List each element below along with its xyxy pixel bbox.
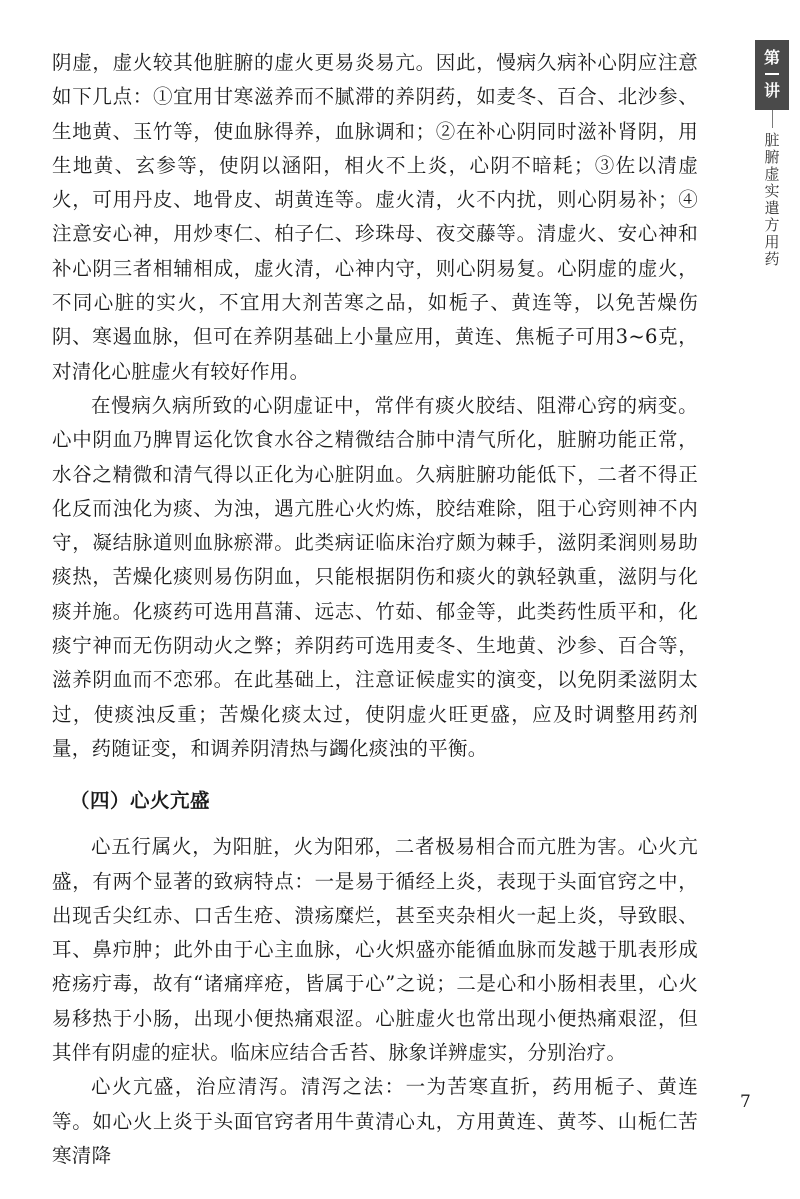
paragraph-2: 在慢病久病所致的心阴虚证中，常伴有痰火胶结、阻滞心窍的病变。心中阴血乃脾胃运化饮食水谷之精微结合肺中清气所化，脏腑功能正常，水谷之精微和清气得以正化为心脏阴血。久病脏腑功能低下，二者不得正化反而浊化为痰、为浊，遇亢胜心火灼炼，胶结难除，阻于心窍则神不内守，凝结脉道则血脉瘀滞。此类病证临床治疗颇为棘手，滋阴柔润则易助痰热，苦燥化痰则易伤阴血，只能根据阴伤和痰火的孰轻孰重，滋阴与化痰并施。化痰药可选用菖蒲、远志、竹茹、郁金等，此类药性质平和，化痰宁神而无伤阴动火之弊；养阴药可选用麦冬、生地黄、沙参、百合等，滋养阴血而不恋邪。在此基础上，注意证候虚实的演变，以免阴柔滋阴太过，使痰浊反重；苦燥化痰太过，使阴虚火旺更盛，应及时调整用药剂量，药随证变，和调养阴清热与蠲化痰浊的平衡。 [52,393,698,760]
page-number: 7 [740,1092,751,1112]
paragraph-4: 心火亢盛，治应清泻。清泻之法：一为苦寒直折，药用栀子、黄连等。如心火上炎于头面官窍者用牛黄清心丸，方用黄连、黄芩、山栀仁苦寒清降 [52,1075,698,1167]
paragraph-1: 阴虚，虚火较其他脏腑的虚火更易炎易亢。因此，慢病久病补心阴应注意如下几点：①宜用甘寒滋养而不腻滞的养阴药，如麦冬、百合、北沙参、生地黄、玉竹等，使血脉得养，血脉调和；②在补心阴同时滋补肾阴，用生地黄、玄参等，使阴以涵阳，相火不上炎，心阴不暗耗；③佐以清虚火，可用丹皮、地骨皮、胡黄连等。虚火清，火不内扰，则心阴易补；④注意安心神，用炒枣仁、柏子仁、珍珠母、夜交藤等。清虚火、安心神和补心阴三者相辅相成，虚火清，心神内守，则心阴易复。心阴虚的虚火，不同心脏的实火，不宜用大剂苦寒之品，如栀子、黄连等，以免苦燥伤阴、寒遏血脉，但可在养阴基础上小量应用，黄连、焦栀子可用3~6克，对清化心脏虚火有较好作用。 [52,51,698,383]
lecture-char-2 [765,73,779,75]
page-body [52,46,698,1173]
lecture-label [755,40,789,110]
lecture-char-3: 讲 [763,81,780,100]
chapter-title: 脏腑虚实遣方用药 [762,132,781,268]
tab-divider [772,110,773,128]
paragraph-3: 心五行属火，为阳脏，火为阳邪，二者极易相合而亢胜为害。心火亢盛，有两个显著的致病特点：一是易于循经上炎，表现于头面官窍之中，出现舌尖红赤、口舌生疮、溃疡糜烂，甚至夹杂相火一起上炎，导致眼、耳、鼻疖肿；此外由于心主血脉，心火炽盛亦能循血脉而发越于肌表形成疮疡疔毒，故有“诸痛痒疮，皆属于心”之说；二是心和小肠相表里，心火易移热于小肠，出现小便热痛艰涩。心脏虚火也常出现小便热痛艰涩，但其伴有阴虚的症状。临床应结合舌苔、脉象详辨虚实，分别治疗。 [52,835,698,1065]
chapter-side-tab [744,40,800,268]
section-heading: （四）心火亢盛 [70,789,211,813]
lecture-char-1: 第 [763,48,780,67]
